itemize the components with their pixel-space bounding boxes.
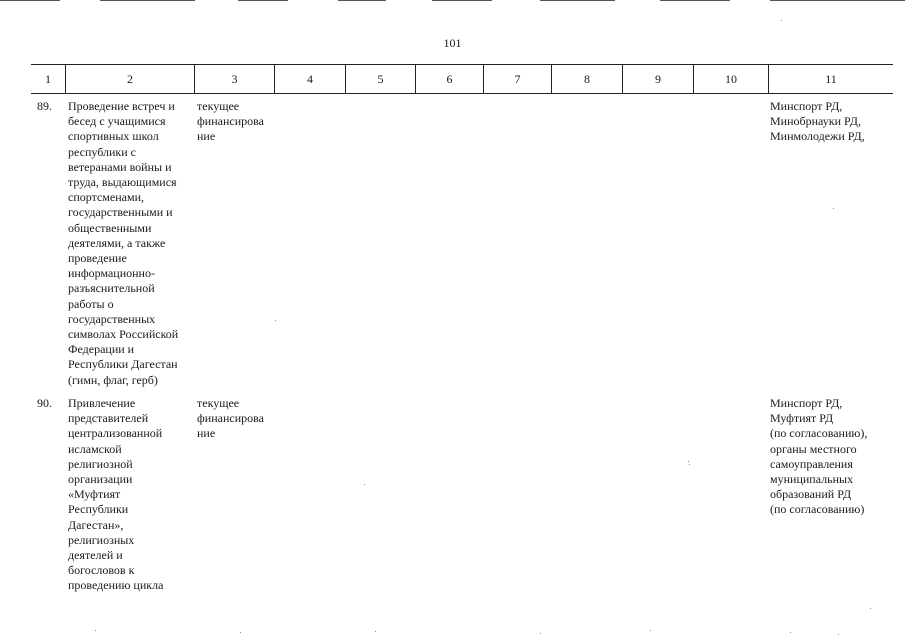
- column-header-3: 3: [194, 65, 274, 93]
- column-header-4: 4: [274, 65, 345, 93]
- event-description: Привлечение представителей централизованной исламской религиозной организации «Муфтият Республики Дагестан», религиозных деятелей и богословов к проведению цикла: [68, 396, 164, 593]
- column-header-1: 1: [45, 72, 51, 86]
- column-header-10: 10: [693, 65, 768, 93]
- column-header-8: 8: [551, 65, 622, 93]
- row-number: 89.: [37, 99, 52, 113]
- page-top-edge: [0, 0, 905, 2]
- executors: Минспорт РД, Муфтият РД (по согласованию), органы местного самоуправления муниципальных образований РД (по согласованию): [770, 396, 868, 517]
- column-header-7: 7: [483, 65, 551, 93]
- column-header-9: 9: [622, 65, 693, 93]
- page-number: 101: [443, 36, 462, 50]
- table-header-row: [31, 64, 893, 94]
- column-header-5: 5: [345, 65, 415, 93]
- funding-source: текущее финансирова ние: [197, 99, 264, 144]
- executors: Минспорт РД, Минобрнауки РД, Минмолодежи РД,: [770, 99, 865, 144]
- column-header-2: 2: [65, 65, 194, 93]
- column-header-6: 6: [415, 65, 483, 93]
- event-description: Проведение встреч и бесед с учащимися спортивных школ республики с ветеранами войны и труда, выдающимися спортсменами, государственными и общественными деятелями, а также проведение информационно- разъяснительной работы о государственных символах Российской Федерации и Республики Дагестан (гимн, флаг, герб): [68, 99, 179, 387]
- row-number: 90.: [37, 396, 52, 410]
- column-header-11: 11: [768, 65, 893, 93]
- funding-source: текущее финансирова ние: [197, 396, 264, 441]
